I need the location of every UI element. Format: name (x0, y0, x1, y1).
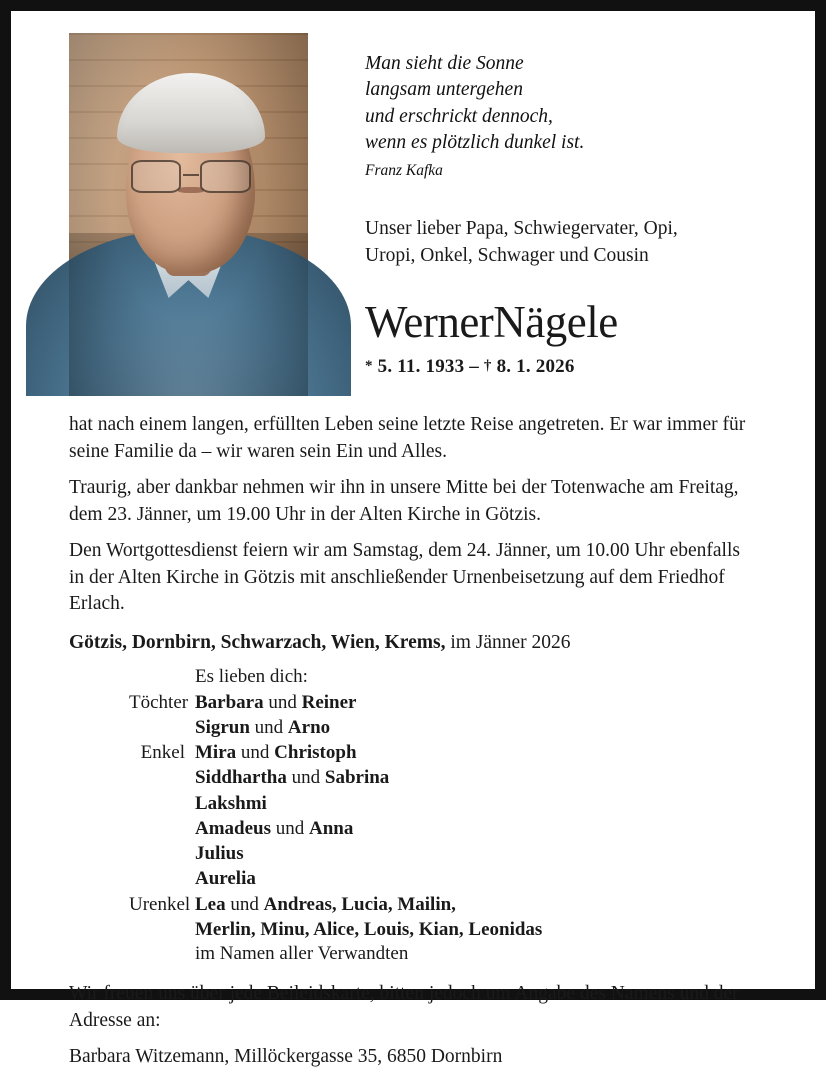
paragraph-3: Den Wortgottesdienst feiern wir am Samstag, dem 24. Jänner, um 10.00 Uhr ebenfalls in der Alten Kirche in Götzis mit anschließender Urnenbeisetzung auf dem Friedhof Erlach. (69, 540, 740, 615)
family-row-names: Lea und Andreas, Lucia, Mailin, (195, 893, 456, 915)
photo-vignette (69, 33, 308, 396)
quote-line-1: Man sieht die Sonne (365, 53, 524, 74)
family-row (129, 765, 815, 790)
relation-text (365, 216, 791, 270)
family-row-names: Lakshmi (195, 792, 267, 814)
family-row (129, 690, 815, 715)
family-row (129, 791, 815, 816)
life-dates (365, 356, 791, 378)
family-row-names: Amadeus und Anna (195, 817, 354, 839)
family-row (129, 892, 815, 917)
family-row-names: Mira und Christoph (195, 742, 357, 764)
family-row-label (129, 917, 195, 942)
quote-author: Franz Kafka (365, 162, 443, 180)
family-row-label (129, 765, 195, 790)
family-row-names: Merlin, Minu, Alice, Louis, Kian, Leonidas (195, 919, 543, 940)
condolence-note: Wir freuen uns über jede Beileidskarte, bitten jedoch um Angabe des Namens und der Adresse an: (69, 983, 739, 1031)
death-symbol: † (483, 358, 492, 375)
family-row-label: Töchter (129, 691, 189, 713)
places-cities: Götzis, Dornbirn, Schwarzach, Wien, Krems, (69, 631, 446, 653)
header-text-column (308, 33, 791, 378)
birth-date: 5. 11. 1933 (377, 356, 465, 378)
date-separator: – (469, 356, 479, 378)
family-row-label (129, 841, 195, 866)
family-row (129, 866, 815, 891)
family-row (129, 715, 815, 740)
family-row (129, 740, 815, 765)
relation-line-1: Unser lieber Papa, Schwiegervater, Opi, (365, 218, 678, 240)
death-date: 8. 1. 2026 (496, 356, 575, 378)
family-row-names: Barbara und Reiner (195, 691, 357, 713)
deceased-name: WernerNägele (365, 297, 618, 348)
header-section (11, 11, 815, 396)
family-row-label: Enkel (140, 742, 185, 764)
portrait-photo (69, 33, 308, 396)
paragraph-1: hat nach einem langen, erfüllten Leben seine letzte Reise angetreten. Er war immer für seine Familie da – wir waren sein Ein und Alles. (69, 414, 746, 462)
quote-line-4: wenn es plötzlich dunkel ist. (365, 131, 585, 153)
places-line (69, 632, 759, 654)
family-row (129, 917, 815, 942)
family-row (129, 816, 815, 841)
family-heading: Es lieben dich: (195, 665, 308, 687)
family-row-names: Sigrun und Arno (195, 716, 331, 738)
family-row-names: Julius (195, 843, 244, 865)
places-date: im Jänner 2026 (445, 631, 571, 653)
family-list (11, 666, 815, 966)
family-row-label (129, 791, 195, 816)
body-section (11, 396, 815, 654)
family-rows (129, 690, 815, 943)
epigraph-quote (365, 51, 791, 156)
relation-line-2: Uropi, Onkel, Schwager und Cousin (365, 245, 649, 267)
family-row (129, 841, 815, 866)
obituary-card (11, 11, 815, 1068)
family-row-names: Siddhartha und Sabrina (195, 767, 390, 789)
quote-line-2: langsam untergehen (365, 79, 523, 101)
birth-symbol: * (365, 358, 373, 375)
family-row-label (129, 715, 195, 740)
family-row-label (129, 866, 195, 891)
family-row-names: Aurelia (195, 868, 256, 890)
family-row-label: Urenkel (129, 893, 191, 915)
family-row-label (129, 816, 195, 841)
footer-section (11, 965, 815, 1071)
family-footer: im Namen aller Verwandten (195, 943, 409, 965)
contact-address: Barbara Witzemann, Millöckergasse 35, 6850 Dornbirn (69, 1046, 503, 1068)
quote-line-3: und erschrickt dennoch, (365, 105, 553, 127)
paragraph-2: Traurig, aber dankbar nehmen wir ihn in unsere Mitte bei der Totenwache am Freitag, dem 23. Jänner, um 19.00 Uhr in der Alten Kirche in Götzis. (69, 477, 739, 525)
